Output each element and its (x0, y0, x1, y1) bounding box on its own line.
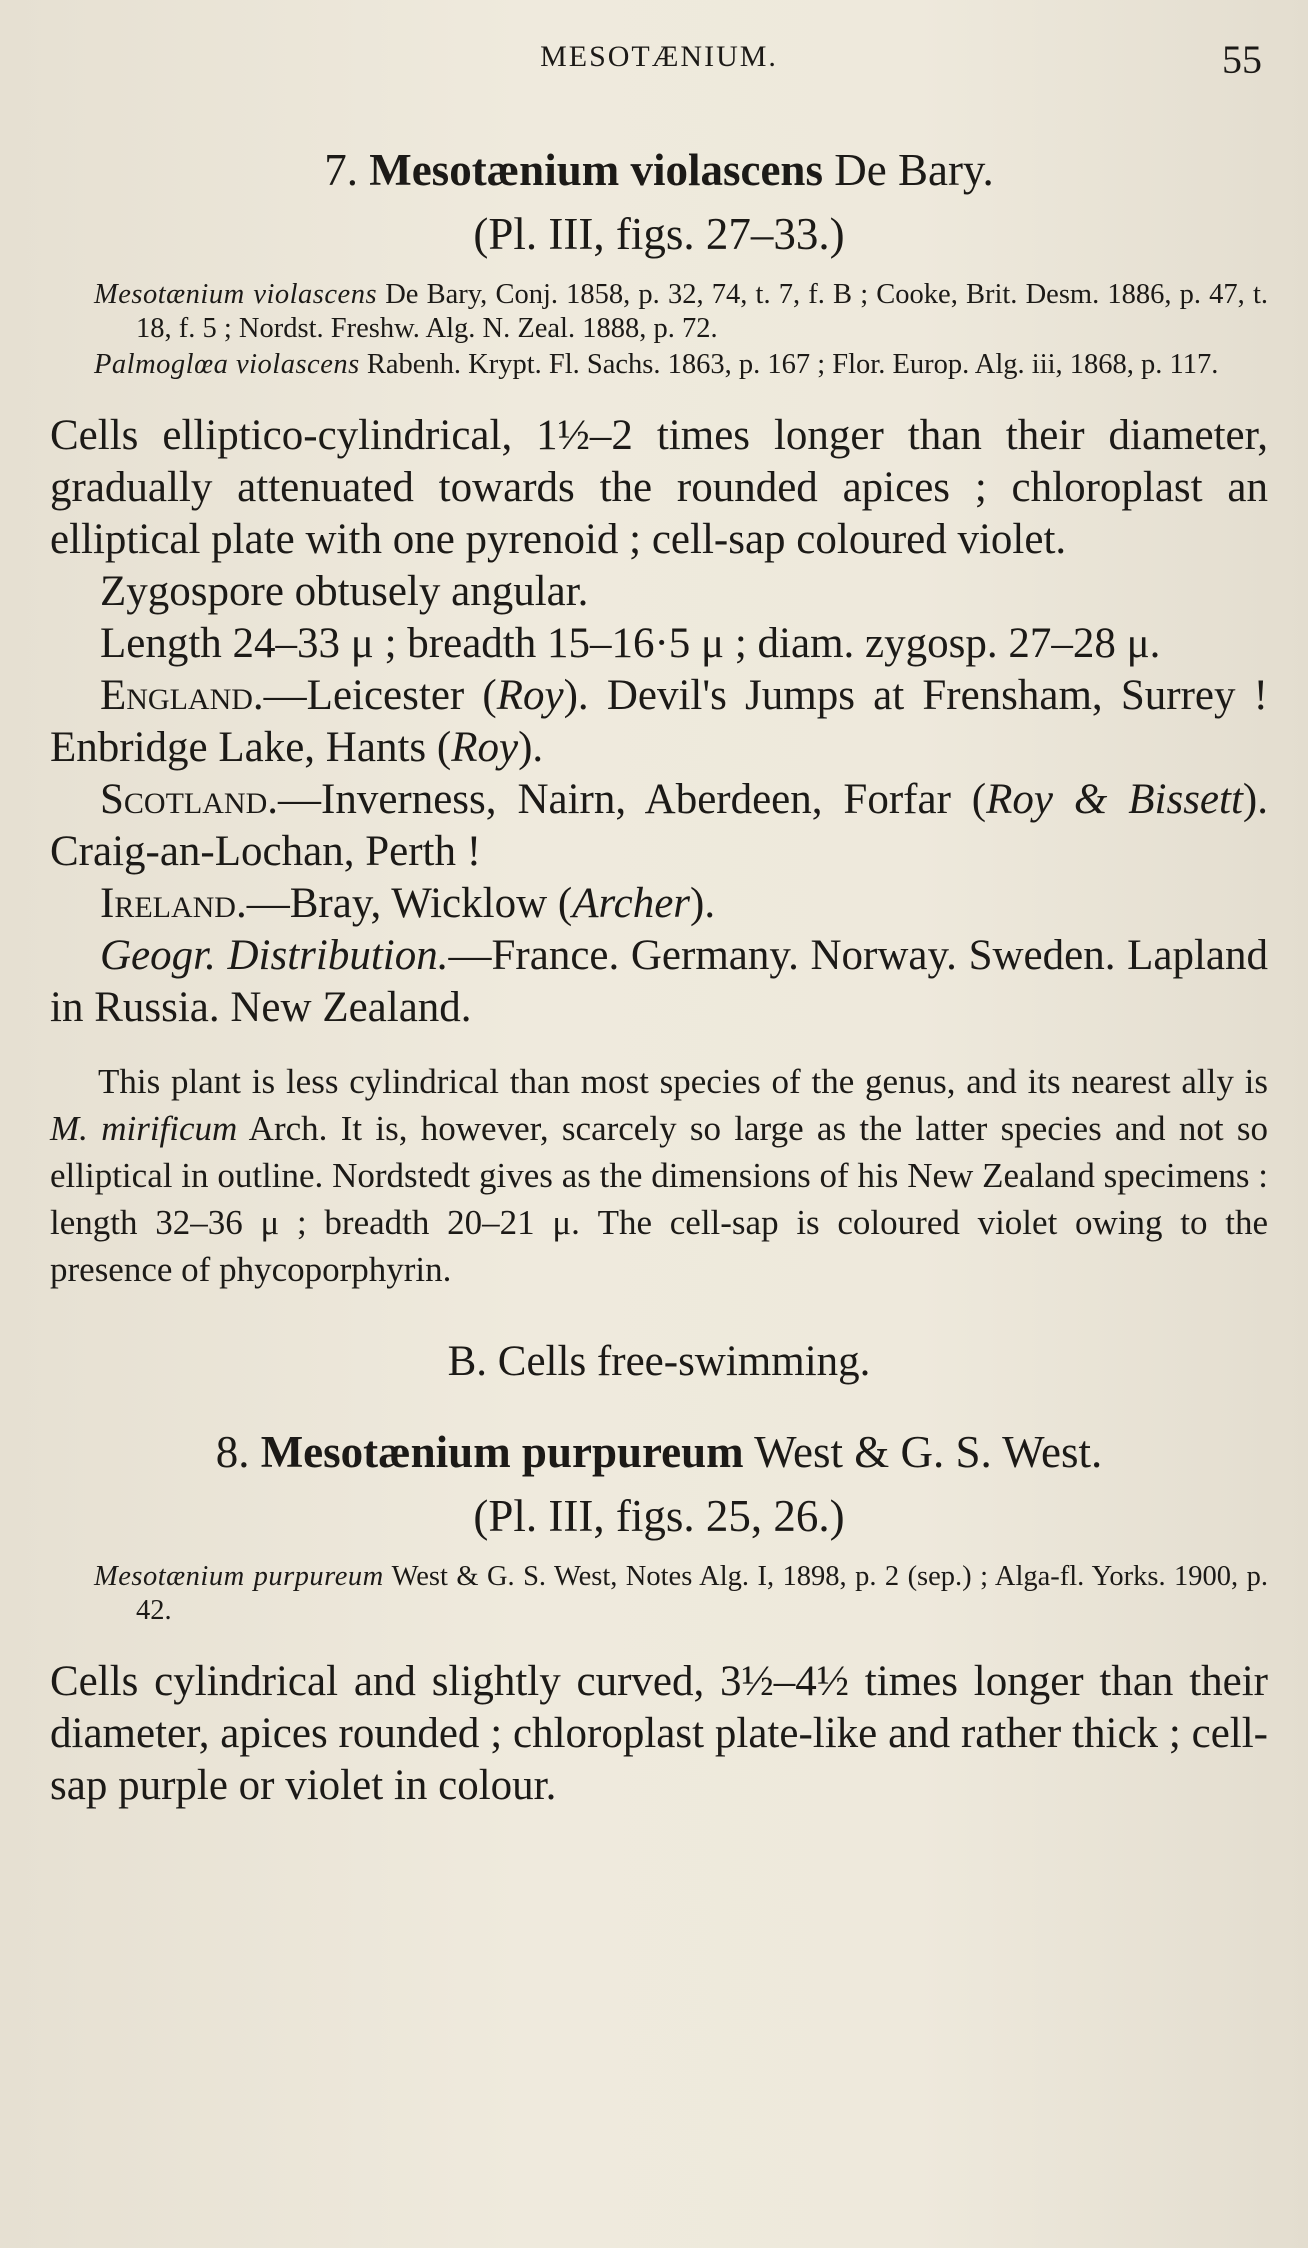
running-header (50, 36, 1268, 82)
note-text: This plant is less cylindrical than most species of the genus, and its nearest ally is (98, 1062, 1268, 1101)
species-7-synonym (94, 348, 1268, 382)
species-8-synonym (94, 1560, 1268, 1628)
species-7-name: Mesotænium violascens (369, 145, 823, 195)
species-7-plate-ref: (Pl. III, figs. 27–33.) (473, 209, 845, 259)
species-8-plate-ref: (Pl. III, figs. 25, 26.) (473, 1491, 845, 1541)
species-8-number: 8. (215, 1427, 250, 1477)
synonym-reference: Rabenh. Krypt. Fl. Sachs. 1863, p. 167 ; Flor. Europ. Alg. iii, 1868, p. 117. (366, 349, 1219, 380)
collector-name: Archer (572, 880, 691, 927)
synonym-reference: De Bary, Conj. 1858, p. 32, 74, t. 7, f. B ; Cooke, Brit. Desm. 1886, p. 47, t. 18, f. 5 ; Nordst. Freshw. Alg. N. Zeal. 1888, p. 72. (136, 279, 1269, 344)
geogr-label: Geogr. Distribution. (100, 932, 449, 979)
region-label-ireland: Ireland. (100, 880, 247, 927)
species-7-zygospore: Zygospore obtusely angular. (100, 568, 589, 615)
distribution-geographic (50, 930, 1268, 1034)
synonym-reference: West & G. S. West, Notes Alg. I, 1898, p. 2 (sep.) ; Alga-fl. Yorks. 1900, p. 42. (136, 1561, 1268, 1626)
distribution-england (50, 670, 1268, 774)
synonym-name: Palmoglœa violascens (94, 349, 360, 380)
collector-name: Roy (496, 672, 564, 719)
species-8-author: West & G. S. West. (754, 1427, 1103, 1477)
distribution-text: —Leicester ( (263, 672, 497, 719)
collector-name: Roy & Bissett (986, 776, 1243, 823)
species-8-name: Mesotænium purpureum (260, 1427, 744, 1477)
section-heading: B. Cells free-swimming. (447, 1338, 871, 1385)
distribution-text: —Bray, Wicklow ( (246, 880, 573, 927)
species-7-synonym (94, 278, 1268, 346)
note-text: Arch. It is, however, scarcely so large as the latter species and not so elliptical in outline. Nordstedt gives as the dimensions of his New Zealand specimens : length 32–36 μ ; breadth 20–21 μ. The cell-sap is coloured violet owing to the presence of phycoporphyrin. (50, 1109, 1268, 1289)
synonym-name: Mesotænium violascens (94, 279, 378, 310)
distribution-text: ). (690, 880, 716, 927)
page-number: 55 (1222, 37, 1262, 82)
species-8-heading (50, 1422, 1268, 1482)
collector-name: Roy (451, 724, 519, 771)
note-species-name: M. mirificum (50, 1109, 238, 1148)
species-7-number: 7. (324, 145, 358, 195)
distribution-text: ). Craig-an-Lochan, Perth ! (50, 776, 1268, 875)
distribution-scotland (50, 774, 1268, 878)
species-7-heading (50, 140, 1268, 200)
species-7-dimensions: Length 24–33 μ ; breadth 15–16·5 μ ; diam. zygosp. 27–28 μ. (100, 620, 1161, 667)
region-label-england: England. (100, 672, 264, 719)
species-7-author: De Bary. (834, 145, 994, 195)
distribution-text: ). (518, 724, 544, 771)
geogr-text: —France. Germany. Norway. Sweden. Lapland in Russia. New Zealand. (50, 932, 1268, 1031)
species-8-description: Cells cylindrical and slightly curved, 3½–4½ times longer than their diameter, apices rounded ; chloroplast plate-like and rather thick ; cell-sap purple or violet in colour. (50, 1658, 1268, 1809)
synonym-name: Mesotænium purpureum (94, 1561, 384, 1592)
species-7-note (50, 1058, 1268, 1293)
running-title: MESOTÆNIUM. (540, 40, 778, 73)
distribution-text: —Inverness, Nairn, Aberdeen, Forfar ( (278, 776, 987, 823)
distribution-ireland (50, 878, 1268, 930)
distribution-text: ). Devil's Jumps at Frensham, Surrey ! Enbridge Lake, Hants ( (50, 672, 1269, 771)
species-7-description: Cells elliptico-cylindrical, 1½–2 times longer than their diameter, gradually attenuated towards the rounded apices ; chloroplast an elliptical plate with one pyrenoid ; cell-sap coloured violet. (50, 412, 1268, 563)
region-label-scotland: Scotland. (100, 776, 278, 823)
page-content (50, 140, 1268, 1812)
